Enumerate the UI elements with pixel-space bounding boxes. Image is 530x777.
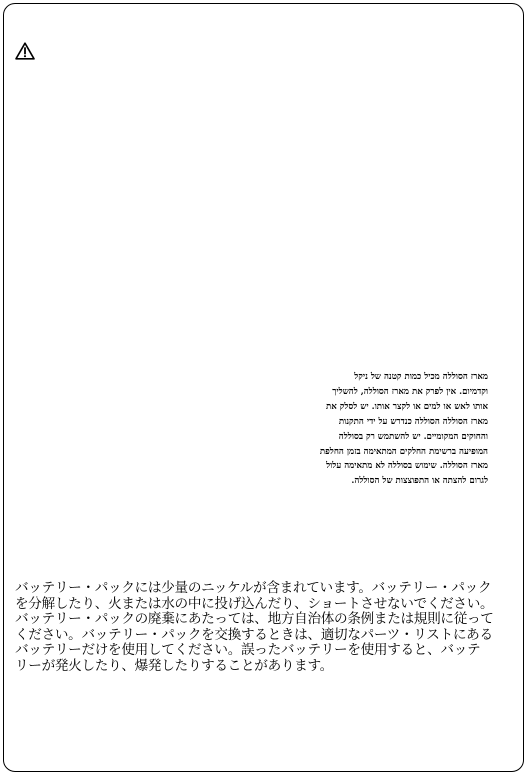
warning-triangle-icon: [15, 42, 35, 60]
hebrew-line: והחוקים המקומיים. יש להשתמש רק בסוללה: [338, 431, 488, 442]
hebrew-line: אותו לאש או למים או לקצר אותו. יש לסלק את: [326, 401, 488, 412]
japanese-line: バッテリー・パックには少量のニッケルが含まれています。バッテリー・パック: [15, 580, 492, 596]
japanese-line: リーが発火したり、爆発したりすることがあります。: [15, 657, 333, 674]
japanese-line: ください。バッテリー・パックを交換するときは、適切なパーツ・リストにある: [15, 626, 493, 643]
hebrew-line: מארז הסוללה הסוללה כנדרש על ידי התקנות: [338, 416, 488, 427]
hebrew-line: וקדמיום. אין לפרק את מארז הסוללה, להשליך: [332, 386, 488, 397]
japanese-warning-text: [15, 581, 515, 674]
japanese-line: を分解したり、火または水の中に投げ込んだり、ショートさせないでください。: [15, 595, 494, 612]
hebrew-warning-text: [270, 370, 488, 489]
japanese-line: バッテリーだけを使用してください。誤ったバッテリーを使用すると、バッテ: [15, 642, 481, 658]
hebrew-line: מארז הסוללה מכיל כמות קטנה של ניקל: [354, 372, 488, 382]
hebrew-line: מארז הסוללה. שימוש בסוללה לא מתאימה עלול: [326, 461, 488, 472]
hebrew-line: לגרום להצתה או התפוצצות של הסוללה.: [351, 476, 488, 487]
japanese-line: バッテリー・パックの廃棄にあたっては、地方自治体の条例または規則に従って: [15, 611, 494, 627]
hebrew-line: המופיעה ברשימת החלקים המתאימה בזמן החלפת: [319, 446, 488, 457]
